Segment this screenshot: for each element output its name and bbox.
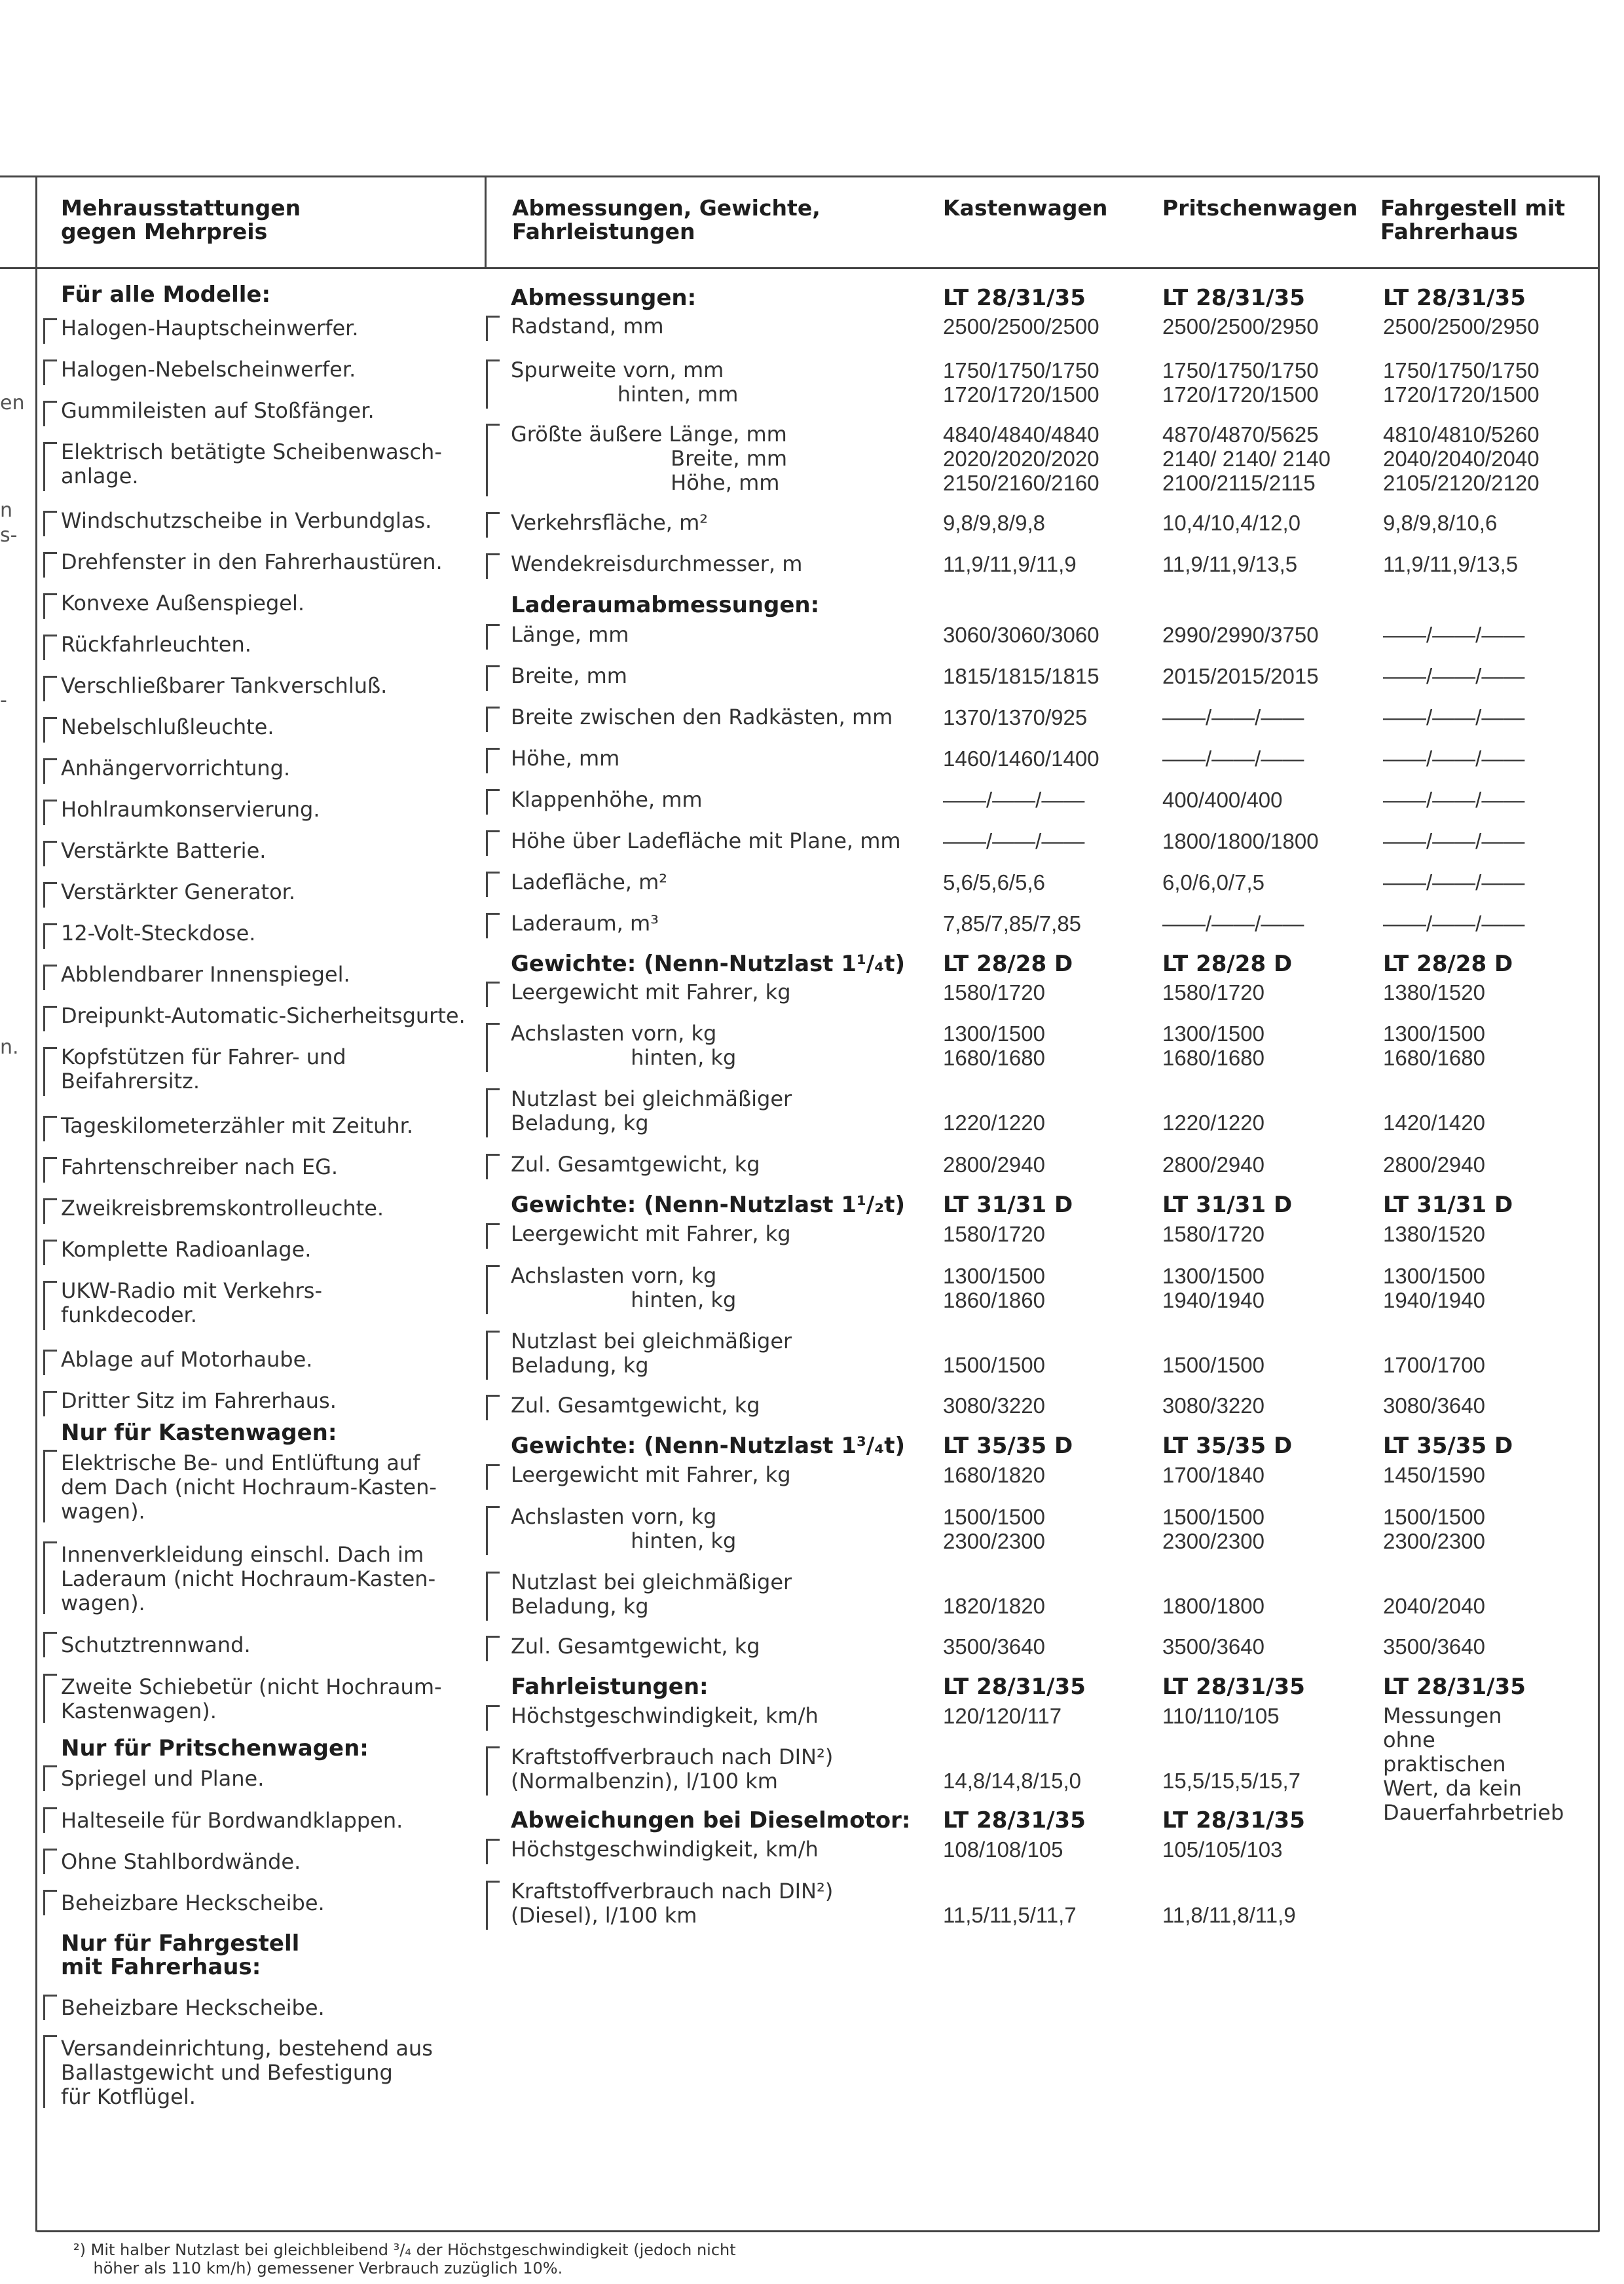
item-bracket (43, 1281, 57, 1330)
option-item: Beheizbare Heckscheibe. (61, 1890, 325, 1915)
cell-value: 1500/1500 (943, 1353, 1045, 1377)
item-bracket (486, 748, 500, 773)
item-bracket (486, 707, 500, 732)
cell-value: 1220/1220 (1162, 1111, 1264, 1135)
row-label: Achslasten vorn, kg hinten, kg (511, 1263, 737, 1312)
option-item: Komplette Radioanlage. (61, 1237, 312, 1262)
cell-value: ——/——/—— (1383, 705, 1525, 729)
item-bracket (43, 758, 57, 784)
item-bracket (486, 553, 500, 579)
row-label: Spurweite vorn, mm hinten, mm (511, 358, 739, 407)
cell-value: 2040/2040 (1383, 1594, 1485, 1618)
row-label: Größte äußere Länge, mm Breite, mm Höhe, mm (511, 422, 788, 495)
option-item: Gummileisten auf Stoßfänger. (61, 398, 375, 423)
item-bracket (43, 442, 57, 491)
item-bracket (43, 511, 57, 536)
item-bracket (43, 552, 57, 578)
top-rule (0, 175, 1599, 177)
row-label: Nutzlast bei gleichmäßiger Beladung, kg (511, 1570, 792, 1619)
option-item: Verstärkter Generator. (61, 879, 296, 904)
item-bracket (486, 424, 500, 496)
row-label: Leergewicht mit Fahrer, kg (511, 1462, 791, 1487)
item-bracket (486, 1154, 500, 1179)
header-pritschenwagen: Pritschenwagen (1162, 195, 1358, 221)
cell-value: 3080/3220 (943, 1393, 1045, 1418)
model-label: LT 35/35 D (943, 1433, 1073, 1459)
item-bracket (43, 401, 57, 426)
cell-value: 1300/1500 1680/1680 (1383, 1022, 1485, 1070)
cell-value: 1500/1500 2300/2300 (943, 1505, 1045, 1553)
cell-value: 1500/1500 2300/2300 (1162, 1505, 1264, 1553)
section-heading: Nur für Fahrgestell mit Fahrerhaus: (61, 1930, 300, 1980)
option-item: Tageskilometerzähler mit Zeituhr. (61, 1113, 414, 1138)
item-bracket (43, 359, 57, 385)
cell-value: 400/400/400 (1162, 788, 1283, 812)
row-label: Höchstgeschwindigkeit, km/h (511, 1703, 819, 1728)
cell-value: 11,8/11,8/11,9 (1162, 1903, 1296, 1927)
item-bracket (43, 318, 57, 344)
row-label: Kraftstoffverbrauch nach DIN²) (Diesel), l/100 km (511, 1879, 834, 1928)
option-item: Verstärkte Batterie. (61, 838, 267, 863)
cell-value: 3080/3640 (1383, 1393, 1485, 1418)
cell-value: 2015/2015/2015 (1162, 664, 1319, 688)
section-heading: Abmessungen: (511, 285, 697, 311)
cell-value: 4870/4870/5625 2140/ 2140/ 2140 2100/2115/2115 (1162, 422, 1331, 495)
option-item: Anhängervorrichtung. (61, 756, 291, 781)
header-options: Mehrausstattungen gegen Mehrpreis (61, 195, 301, 244)
item-bracket (43, 1198, 57, 1224)
cell-value: 1580/1720 (1162, 1222, 1264, 1246)
cell-value: 2990/2990/3750 (1162, 623, 1319, 647)
bottom-rule (37, 2230, 1599, 2232)
cell-value: 1370/1370/925 (943, 705, 1088, 729)
item-bracket (486, 913, 500, 938)
cell-value: 1450/1590 (1383, 1463, 1485, 1487)
item-bracket (43, 1849, 57, 1874)
option-item: Beheizbare Heckscheibe. (61, 1995, 325, 2020)
model-label: LT 28/31/35 (1162, 1674, 1305, 1700)
row-label: Nutzlast bei gleichmäßiger Beladung, kg (511, 1086, 792, 1135)
item-bracket (43, 593, 57, 619)
cell-value: 1420/1420 (1383, 1111, 1485, 1135)
cell-value: 4810/4810/5260 2040/2040/2040 2105/2120/2120 (1383, 422, 1540, 495)
item-bracket (486, 316, 500, 341)
cell-value: 5,6/5,6/5,6 (943, 870, 1045, 894)
row-label: Leergewicht mit Fahrer, kg (511, 1221, 791, 1246)
cell-value: 120/120/117 (943, 1704, 1062, 1728)
cell-value: 11,9/11,9/13,5 (1162, 552, 1298, 576)
cell-value: 1300/1500 1940/1940 (1383, 1264, 1485, 1312)
item-bracket (486, 1636, 500, 1661)
item-bracket (43, 1995, 57, 2020)
row-label: Höchstgeschwindigkeit, km/h (511, 1837, 819, 1862)
item-bracket (43, 1765, 57, 1791)
margin-fragment: - (0, 689, 7, 712)
item-bracket (43, 717, 57, 743)
item-bracket (486, 1023, 500, 1072)
item-bracket (43, 800, 57, 825)
cell-value: 11,5/11,5/11,7 (943, 1903, 1077, 1927)
item-bracket (43, 1674, 57, 1723)
cell-value: 2800/2940 (1383, 1152, 1485, 1177)
cell-value: 3080/3220 (1162, 1393, 1264, 1418)
row-label: Nutzlast bei gleichmäßiger Beladung, kg (511, 1329, 792, 1378)
cell-value: ——/——/—— (943, 788, 1085, 812)
cell-value: 3500/3640 (943, 1634, 1045, 1659)
option-item: Spriegel und Plane. (61, 1766, 265, 1791)
cell-value: 1800/1800 (1162, 1594, 1264, 1618)
cell-value: 2800/2940 (1162, 1152, 1264, 1177)
cell-value: 1500/1500 2300/2300 (1383, 1505, 1485, 1553)
left-divider (35, 175, 37, 2232)
option-item: Dritter Sitz im Fahrerhaus. (61, 1388, 337, 1413)
cell-value: 11,9/11,9/11,9 (943, 552, 1077, 576)
item-bracket (43, 1006, 57, 1031)
cell-value: 2500/2500/2500 (943, 314, 1099, 339)
row-label: Zul. Gesamtgewicht, kg (511, 1393, 760, 1418)
cell-value: ——/——/—— (1383, 788, 1525, 812)
cell-value: 7,85/7,85/7,85 (943, 912, 1082, 936)
margin-fragment: n (0, 499, 13, 522)
row-label: Länge, mm (511, 622, 629, 647)
section-heading: Nur für Kastenwagen: (61, 1420, 337, 1446)
cell-value: 1700/1840 (1162, 1463, 1264, 1487)
option-item: Windschutzscheibe in Verbundglas. (61, 508, 432, 533)
option-item: Halogen-Hauptscheinwerfer. (61, 316, 359, 341)
row-label: Höhe über Ladefläche mit Plane, mm (511, 828, 901, 853)
model-label: LT 28/31/35 (943, 285, 1086, 311)
cell-value: 1300/1500 1680/1680 (943, 1022, 1045, 1070)
section-heading: Laderaumabmessungen: (511, 592, 820, 618)
item-bracket (486, 830, 500, 856)
cell-value: 15,5/15,5/15,7 (1162, 1769, 1301, 1793)
cell-value: 11,9/11,9/13,5 (1383, 552, 1519, 576)
cell-value: 10,4/10,4/12,0 (1162, 511, 1301, 535)
option-item: Verschließbarer Tankverschluß. (61, 673, 388, 698)
cell-value: 1300/1500 1860/1860 (943, 1264, 1045, 1312)
footnote: ²) Mit halber Nutzlast bei gleichbleibend ³/₄ der Höchstgeschwindigkeit (jedoch nicht höher als 110 km/h) gemessener Verbrauch zuzüglich 10%. (73, 2241, 736, 2277)
cell-value: 1750/1750/1750 1720/1720/1500 (1162, 358, 1319, 407)
model-label: LT 31/31 D (1162, 1192, 1293, 1218)
cell-value: ——/——/—— (1383, 746, 1525, 771)
item-bracket (43, 965, 57, 990)
cell-value: ——/——/—— (1162, 705, 1304, 729)
row-label: Ladefläche, m² (511, 870, 668, 894)
row-label: Breite zwischen den Radkästen, mm (511, 705, 893, 729)
option-item: Halogen-Nebelscheinwerfer. (61, 357, 356, 382)
cell-value: ——/——/—— (1383, 664, 1525, 688)
item-bracket (43, 1116, 57, 1141)
option-item: Elektrische Be- und Entlüftung auf dem Dach (nicht Hochraum-Kasten- wagen). (61, 1450, 437, 1524)
option-item: Halteseile für Bordwandklappen. (61, 1808, 403, 1833)
right-border (1598, 175, 1600, 2232)
item-bracket (43, 882, 57, 908)
cell-value: ——/——/—— (1383, 912, 1525, 936)
model-label: LT 28/31/35 (943, 1807, 1086, 1833)
cell-value: ——/——/—— (1383, 870, 1525, 894)
model-label: LT 28/28 D (943, 951, 1073, 977)
cell-note: Messungen ohne praktischen Wert, da kein Dauerfahrbetrieb (1383, 1703, 1564, 1825)
item-bracket (486, 1881, 500, 1930)
item-bracket (486, 982, 500, 1007)
model-label: LT 31/31 D (943, 1192, 1073, 1218)
cell-value: 1220/1220 (943, 1111, 1045, 1135)
margin-fragment: en (0, 392, 25, 414)
row-label: Zul. Gesamtgewicht, kg (511, 1152, 760, 1177)
cell-value: 105/105/103 (1162, 1837, 1283, 1862)
option-item: Abblendbarer Innenspiegel. (61, 962, 350, 987)
item-bracket (43, 635, 57, 660)
cell-value: 9,8/9,8/9,8 (943, 511, 1045, 535)
option-item: Versandeinrichtung, bestehend aus Ballastgewicht und Befestigung für Kotflügel. (61, 2036, 433, 2109)
item-bracket (43, 923, 57, 949)
cell-value: 1380/1520 (1383, 1222, 1485, 1246)
item-bracket (43, 1890, 57, 1915)
item-bracket (486, 1464, 500, 1490)
item-bracket (486, 624, 500, 650)
section-heading: Nur für Pritschenwagen: (61, 1735, 369, 1761)
item-bracket (43, 676, 57, 701)
item-bracket (43, 1391, 57, 1416)
cell-value: ——/——/—— (1162, 746, 1304, 771)
model-label: LT 31/31 D (1383, 1192, 1513, 1218)
option-item: Rückfahrleuchten. (61, 632, 251, 657)
cell-value: 2500/2500/2950 (1383, 314, 1540, 339)
item-bracket (43, 1632, 57, 1657)
model-label: LT 28/31/35 (1162, 285, 1305, 311)
item-bracket (486, 1839, 500, 1864)
header-fahrgestell: Fahrgestell mit Fahrerhaus (1380, 195, 1566, 244)
margin-fragment: s- (0, 524, 18, 547)
option-item: Innenverkleidung einschl. Dach im Laderaum (nicht Hochraum-Kasten- wagen). (61, 1542, 436, 1615)
item-bracket (486, 665, 500, 691)
row-label: Breite, mm (511, 663, 627, 688)
item-bracket (486, 1746, 500, 1796)
cell-value: 1750/1750/1750 1720/1720/1500 (943, 358, 1099, 407)
row-label: Radstand, mm (511, 314, 664, 339)
item-bracket (486, 1331, 500, 1380)
option-item: Ablage auf Motorhaube. (61, 1347, 313, 1372)
row-label: Verkehrsfläche, m² (511, 510, 709, 535)
cell-value: 4840/4840/4840 2020/2020/2020 2150/2160/2160 (943, 422, 1099, 495)
row-label: Höhe, mm (511, 746, 620, 771)
margin-fragment: n. (0, 1036, 19, 1059)
model-label: LT 35/35 D (1383, 1433, 1513, 1459)
cell-value: 2800/2940 (943, 1152, 1045, 1177)
model-label: LT 28/31/35 (1162, 1807, 1305, 1833)
item-bracket (486, 359, 500, 409)
option-item: UKW-Radio mit Verkehrs- funkdecoder. (61, 1278, 323, 1327)
cell-value: 1300/1500 1680/1680 (1162, 1022, 1264, 1070)
row-label: Leergewicht mit Fahrer, kg (511, 980, 791, 1004)
cell-value: 1300/1500 1940/1940 (1162, 1264, 1264, 1312)
header-rule (0, 267, 1599, 269)
cell-value: 108/108/105 (943, 1837, 1063, 1862)
row-label: Zul. Gesamtgewicht, kg (511, 1634, 760, 1659)
item-bracket (43, 2035, 57, 2108)
cell-value: 1700/1700 (1383, 1353, 1485, 1377)
row-label: Wendekreisdurchmesser, m (511, 551, 803, 576)
cell-value: 1460/1460/1400 (943, 746, 1099, 771)
item-bracket (43, 841, 57, 866)
cell-value: 1580/1720 (943, 980, 1045, 1004)
model-label: LT 28/31/35 (1383, 285, 1526, 311)
cell-value: 1800/1800/1800 (1162, 829, 1319, 853)
item-bracket (43, 1047, 57, 1096)
option-item: Drehfenster in den Fahrerhaustüren. (61, 549, 443, 574)
row-label: Kraftstoffverbrauch nach DIN²) (Normalbenzin), l/100 km (511, 1744, 834, 1794)
row-label: Achslasten vorn, kg hinten, kg (511, 1021, 737, 1070)
option-item: Zweikreisbremskontrolleuchte. (61, 1196, 384, 1221)
option-item: Zweite Schiebetür (nicht Hochraum- Kastenwagen). (61, 1674, 442, 1723)
cell-value: 1820/1820 (943, 1594, 1045, 1618)
section-heading: Gewichte: (Nenn-Nutzlast 1¹/₂t) (511, 1192, 905, 1218)
cell-value: 3500/3640 (1162, 1634, 1264, 1659)
model-label: LT 28/28 D (1383, 951, 1513, 977)
cell-value: 1380/1520 (1383, 980, 1485, 1004)
section-heading: Fahrleistungen: (511, 1674, 709, 1700)
item-bracket (486, 1223, 500, 1249)
item-bracket (43, 1350, 57, 1375)
cell-value: 9,8/9,8/10,6 (1383, 511, 1498, 535)
cell-value: 3060/3060/3060 (943, 623, 1099, 647)
cell-value: 2500/2500/2950 (1162, 314, 1319, 339)
middle-divider (485, 175, 487, 267)
cell-value: 1750/1750/1750 1720/1720/1500 (1383, 358, 1540, 407)
item-bracket (486, 1265, 500, 1314)
item-bracket (486, 1572, 500, 1621)
cell-value: 1580/1720 (943, 1222, 1045, 1246)
item-bracket (486, 1506, 500, 1555)
item-bracket (486, 512, 500, 538)
item-bracket (43, 1157, 57, 1183)
option-item: 12-Volt-Steckdose. (61, 921, 256, 946)
option-item: Konvexe Außenspiegel. (61, 591, 305, 616)
cell-value: ——/——/—— (1383, 623, 1525, 647)
section-heading: Gewichte: (Nenn-Nutzlast 1³/₄t) (511, 1433, 905, 1459)
cell-value: ——/——/—— (1162, 912, 1304, 936)
cell-value: 3500/3640 (1383, 1634, 1485, 1659)
model-label: LT 35/35 D (1162, 1433, 1293, 1459)
header-specs: Abmessungen, Gewichte, Fahrleistungen (512, 195, 821, 244)
cell-value: 6,0/6,0/7,5 (1162, 870, 1264, 894)
item-bracket (486, 1705, 500, 1731)
option-item: Dreipunkt-Automatic-Sicherheitsgurte. (61, 1003, 466, 1028)
item-bracket (43, 1807, 57, 1833)
item-bracket (43, 1541, 57, 1614)
row-label: Achslasten vorn, kg hinten, kg (511, 1504, 737, 1553)
cell-value: 14,8/14,8/15,0 (943, 1769, 1082, 1793)
section-heading: Gewichte: (Nenn-Nutzlast 1¹/₄t) (511, 951, 905, 977)
option-item: Nebelschlußleuchte. (61, 714, 274, 739)
header-kastenwagen: Kastenwagen (943, 195, 1108, 221)
row-label: Laderaum, m³ (511, 911, 659, 936)
row-label: Klappenhöhe, mm (511, 787, 703, 812)
item-bracket (486, 872, 500, 897)
model-label: LT 28/28 D (1162, 951, 1293, 977)
cell-value: 110/110/105 (1162, 1704, 1280, 1728)
item-bracket (43, 1450, 57, 1522)
option-item: Hohlraumkonservierung. (61, 797, 320, 822)
cell-value: ——/——/—— (1383, 829, 1525, 853)
option-item: Ohne Stahlbordwände. (61, 1849, 301, 1874)
item-bracket (486, 1395, 500, 1420)
cell-value: 1815/1815/1815 (943, 664, 1099, 688)
item-bracket (43, 1240, 57, 1265)
option-item: Kopfstützen für Fahrer- und Beifahrersitz. (61, 1044, 346, 1094)
item-bracket (486, 1088, 500, 1137)
model-label: LT 28/31/35 (1383, 1674, 1526, 1700)
section-heading: Abweichungen bei Dieselmotor: (511, 1807, 911, 1833)
cell-value: 1680/1820 (943, 1463, 1045, 1487)
option-item: Fahrtenschreiber nach EG. (61, 1154, 339, 1179)
option-item: Schutztrennwand. (61, 1632, 251, 1657)
cell-value: ——/——/—— (943, 829, 1085, 853)
cell-value: 1500/1500 (1162, 1353, 1264, 1377)
item-bracket (486, 789, 500, 815)
option-item: Elektrisch betätigte Scheibenwasch- anlage. (61, 439, 442, 488)
cell-value: 1580/1720 (1162, 980, 1264, 1004)
model-label: LT 28/31/35 (943, 1674, 1086, 1700)
section-heading: Für alle Modelle: (61, 282, 271, 308)
